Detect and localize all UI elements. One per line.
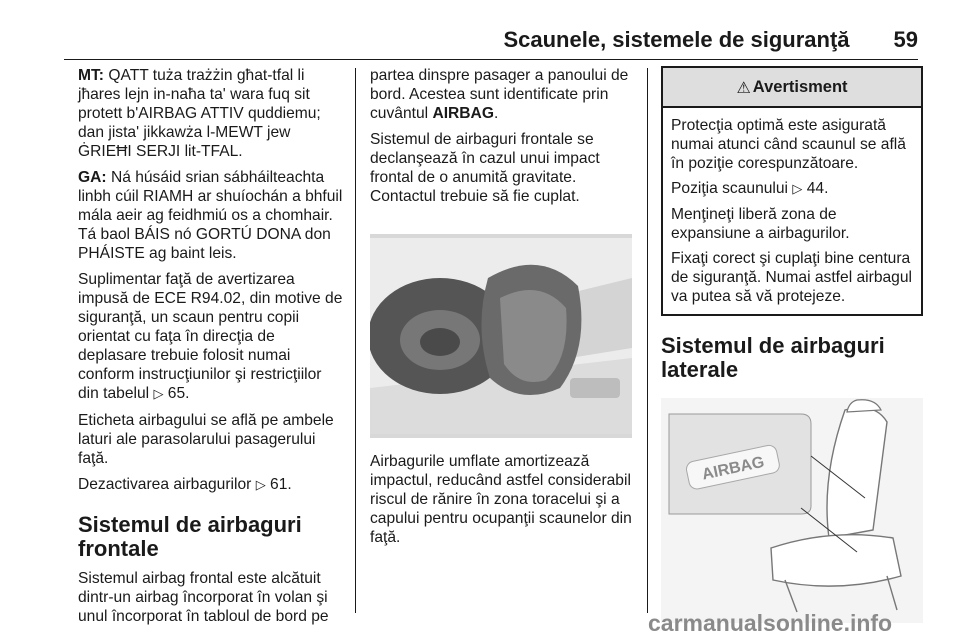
ga-warning [78,168,346,263]
column-middle [370,66,636,554]
chapter-title: Scaunele, sistemele de siguranţă [503,27,850,52]
supplement-text: Suplimentar faţă de avertizarea impusă de ECE R94.02, din motive de siguranţă, un scaun pentru copii orientat cu faţa în direcţia de deplasare trebuie folosit numai conform instrucţiunilor şi restricţiilor din tabelul [78,271,343,402]
deactivation-paragraph [78,475,346,495]
page-header [64,24,918,56]
seat-position-text: Poziţia scaunului [671,180,789,197]
page-ref-arrow-icon: ▷ [255,478,266,493]
deactivation-ref[interactable]: 61. [270,476,292,493]
ga-text: Ná húsáid srian sábháilteachta linbh cúil RIAMH ar shuíochán a bhfuil mála aeir ag feidhmiú os a chomhair. Tá baol BÁIS nó GORTÚ DONA don PHÁISTE ag baint leis. [78,169,343,262]
seat-airbag-illustration [661,398,923,623]
column-divider [355,68,356,613]
airbag-word: AIRBAG [432,105,494,122]
page-number: 59 [893,27,918,52]
trigger-paragraph: Sistemul de airbaguri frontale se declanşează în cazul unui impact frontal de o anumită gravitate. Contactul trebuie să fie cuplat. [370,131,600,205]
supplement-paragraph [78,270,346,404]
watermark: carmanualsonline.info [648,610,893,636]
warning-box [661,66,923,316]
warning-para-2 [671,179,913,199]
warning-body [663,108,921,314]
mt-text: QATT tuża trażżin għat-tfal li jħares lejn in-naħa ta' wara fuq sit protett b'AIRBAG ATTIV quddiemu; dan jista' jikkawża l-MEWT jew ĠRIEĦI SERJI lit-TFAL. [78,67,321,160]
continuation-text: partea dinspre pasager a panoului de bord. Acestea sunt identificate prin cuvântul [370,67,629,122]
warning-triangle-icon: ⚠ [736,77,751,97]
seat-airbag-label: AIRBAG [700,453,766,484]
continuation-end: . [493,105,499,122]
column-left [78,66,346,633]
seat-drawing [661,398,923,623]
frontal-paragraph: Sistemul airbag frontal este alcătuit dintr-un airbag încorporat în volan şi unul încorporat în tabloul de bord pe [78,570,329,625]
section-heading-frontal: Sistemul de airbaguri frontale [78,512,302,561]
warning-para-4: Fixaţi corect şi cuplaţi bine centura de siguranţă. Numai astfel airbagul va putea să vă protejeze. [671,250,912,305]
section-heading-side: Sistemul de airbaguri laterale [661,333,885,382]
warning-title [663,68,921,108]
warning-title-text: Avertisment [752,77,848,96]
mt-warning [78,66,346,161]
warning-para-1: Protecţia optimă este asigurată numai atunci când scaunul se află în poziţie corespunzătoare. [671,117,906,172]
inflated-airbags-photo [370,234,632,438]
column-divider [647,68,648,613]
deactivation-text: Dezactivarea airbagurilor [78,476,252,493]
header-rule [64,59,918,60]
mt-label: MT: [78,67,104,84]
page-ref-arrow-icon: ▷ [792,182,803,197]
airbags-illustration [370,238,632,434]
seat-position-ref[interactable]: 44. [806,180,829,197]
column-right [661,66,923,623]
photo-caption: Airbagurile umflate amortizează impactul, reducând astfel considerabil riscul de rănire în zona toracelui şi a capului pentru ocupanţii scaunelor din faţă. [370,453,632,546]
continuation-paragraph [370,66,636,123]
ga-label: GA: [78,169,107,186]
label-paragraph: Eticheta airbagului se află pe ambele laturi ale parasolarului pasagerului faţă. [78,412,334,467]
supplement-ref[interactable]: 65. [167,385,190,402]
page-ref-arrow-icon: ▷ [153,387,164,402]
warning-para-3: Menţineţi liberă zona de expansiune a airbagurilor. [671,206,850,242]
